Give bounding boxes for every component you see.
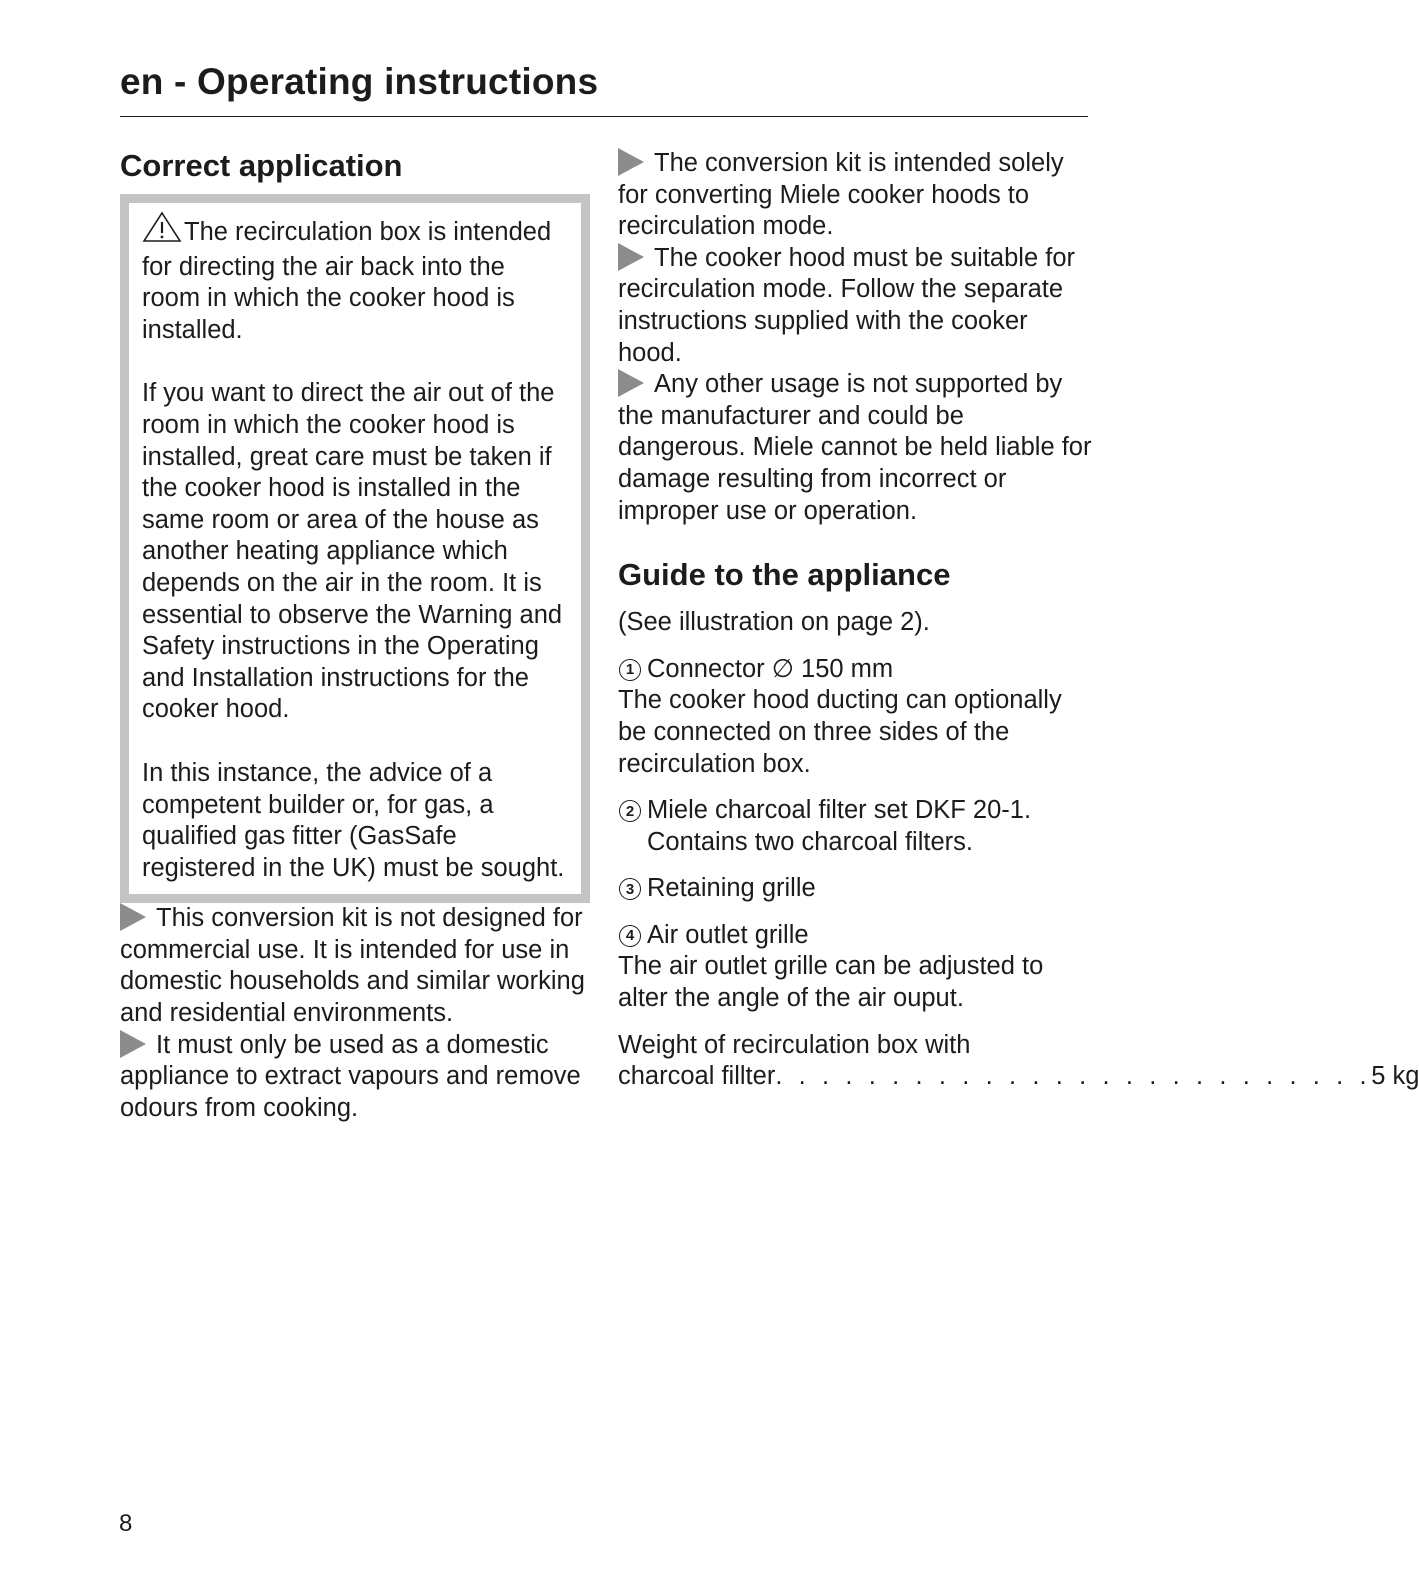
guide-item-1 — [618, 654, 1093, 686]
arrow-bullet-icon — [120, 1030, 146, 1058]
weight-spec — [618, 1030, 1419, 1093]
weight-label-line2 — [618, 1061, 1419, 1093]
guide-item-text: Miele charcoal filter set DKF 20-1. Contains two charcoal filters. — [647, 796, 1032, 856]
bullet-text: The cooker hood must be suitable for recirculation mode. Follow the separate instructions supplied with the cooker hood. — [618, 243, 1075, 367]
page-number: 8 — [119, 1510, 133, 1537]
section-heading-correct-application: Correct application — [120, 148, 403, 183]
guide-note-ducting: The cooker hood ducting can optionally be connected on three sides of the recirculation box. — [618, 686, 1062, 778]
arrow-bullet-icon — [120, 903, 146, 931]
left-column — [120, 146, 590, 1124]
bullet-text: Any other usage is not supported by the manufacturer and could be dangerous. Miele cannot be held liable for damage resulting from incorrect or improper use or operation. — [618, 370, 1092, 525]
arrow-bullet-icon — [618, 243, 644, 271]
warning-text-2: If you want to direct the air out of the room in which the cooker hood is installed, great care must be taken if the cooker hood is installed in the same room or area of the house as another heating appliance which depends on the air in the room. It is essential to observe the Warning and Safety instructions in the Operating and Installation instructions for the cooker hood. — [142, 379, 563, 724]
weight-label: charcoal fillter — [618, 1062, 776, 1091]
guide-item-3 — [618, 873, 1093, 905]
warning-text-3: In this instance, the advice of a competent builder or, for gas, a qualified gas fitter (GasSafe registered in the UK) must be sought. — [142, 758, 565, 882]
circled-number-4: 4 — [619, 925, 641, 947]
guide-item-2 — [618, 795, 1093, 858]
bullet-paragraph — [618, 369, 1093, 527]
warning-text-1: The recirculation box is intended for directing the air back into the room in which the cooker hood is installed. — [142, 218, 552, 344]
arrow-bullet-icon — [618, 369, 644, 397]
section-heading-guide: Guide to the appliance — [618, 557, 951, 593]
guide-item-text: Air outlet grille — [647, 920, 809, 949]
arrow-bullet-icon — [618, 148, 644, 176]
guide-item-text: Connector ∅ 150 mm — [647, 654, 894, 683]
warning-paragraph — [142, 211, 569, 346]
guide-note-outlet: The air outlet grille can be adjusted to alter the angle of the air ouput. — [618, 952, 1044, 1013]
weight-leader-dots: . . . . . . . . . . . . . . . . . . . . . . . . . . — [775, 1062, 1372, 1091]
guide-intro: (See illustration on page 2). — [618, 608, 930, 637]
right-column — [618, 148, 1419, 1093]
guide-item-4 — [618, 920, 1093, 952]
weight-label-line1: Weight of recirculation box with — [618, 1030, 971, 1059]
bullet-paragraph — [618, 243, 1093, 369]
bullet-text: It must only be used as a domestic appliance to extract vapours and remove odours from cooking. — [120, 1030, 581, 1122]
warning-triangle-icon — [142, 211, 182, 252]
bullet-paragraph — [120, 1030, 590, 1125]
page-header — [120, 60, 1088, 117]
circled-number-3: 3 — [619, 878, 641, 900]
bullet-paragraph — [120, 903, 590, 1029]
warning-box — [120, 194, 590, 903]
page-title: en - Operating instructions — [120, 61, 599, 102]
circled-number-2: 2 — [619, 800, 641, 822]
bullet-text: The conversion kit is intended solely for converting Miele cooker hoods to recirculation mode. — [618, 149, 1064, 241]
circled-number-1: 1 — [619, 659, 641, 681]
guide-item-text: Retaining grille — [647, 874, 816, 903]
bullet-text: This conversion kit is not designed for commercial use. It is intended for use in domestic households and similar working and residential environments. — [120, 904, 585, 1028]
weight-value: 5 kg — [1371, 1062, 1419, 1091]
bullet-paragraph — [618, 148, 1093, 243]
